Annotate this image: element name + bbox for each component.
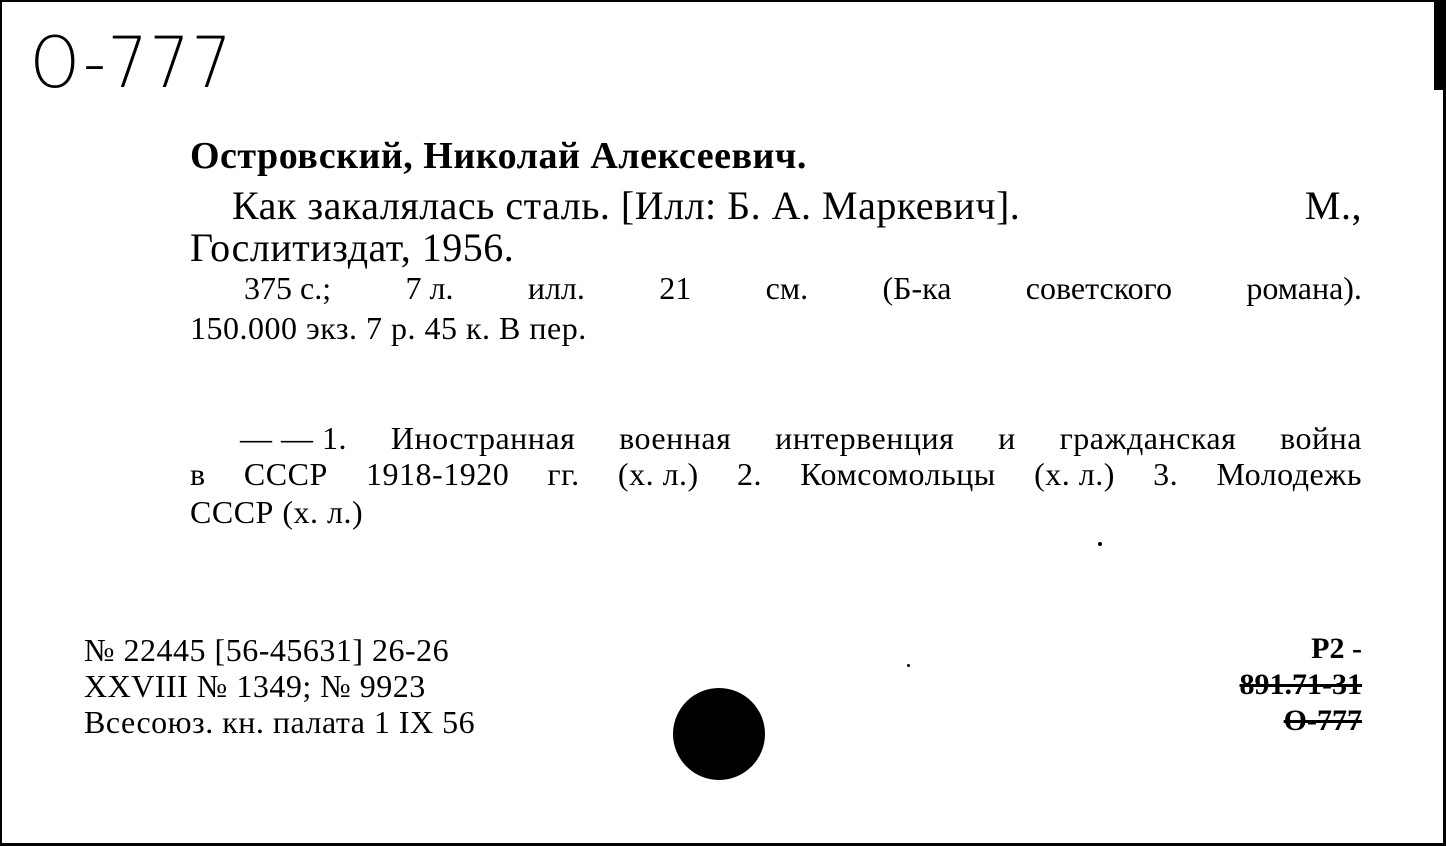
desc-word: 21 [659,270,692,306]
ink-speck [1098,542,1102,546]
subject-word: — — 1. [240,420,347,456]
subject-word: СССР [243,456,328,492]
classification-mark-3: О-777 [1283,704,1362,737]
author-heading: Островский, Николай Алексеевич. [190,135,807,177]
chamber-imprint: Всесоюз. кн. палата 1 IX 56 [84,704,476,740]
subject-word: Молодежь [1216,456,1362,492]
edition-info-line: 150.000 экз. 7 р. 45 к. В пер. [190,310,587,346]
desc-word: 375 с.; [244,270,332,306]
subject-headings-line-3: СССР (х. л.) [190,494,364,530]
subject-word: Комсомольцы [800,456,996,492]
classification-mark-1: Р2 - [1311,632,1362,665]
subject-word: (х. л.) [1034,456,1115,492]
subject-word: Иностранная [390,420,576,456]
subject-word: (х. л.) [617,456,699,492]
desc-word: советского [1025,270,1172,306]
desc-word: романа). [1246,270,1362,306]
subject-word: интервенция [775,420,955,456]
edge-mark [1434,0,1444,90]
title-text: Как закалялась сталь. [Илл: Б. А. Маркевич]. [232,183,1021,228]
subject-word: 2. [737,456,762,492]
subject-word: война [1280,420,1362,456]
subject-word: 1918-1920 [366,456,510,492]
desc-word: 7 л. [405,270,454,306]
desc-word: см. [765,270,809,306]
desc-word: илл. [527,270,585,306]
subject-word: гг. [547,456,580,492]
registration-number: № 22445 [56-45631] 26-26 [84,632,450,668]
classification-mark-2: 891.71-31 [1239,668,1362,701]
desc-word: (Б-ка [882,270,952,306]
punch-hole [673,688,765,780]
subject-word: в [190,456,206,492]
place-text: М., [1304,183,1362,228]
registration-reference: XXVIII № 1349; № 9923 [84,668,426,704]
physical-description-line [244,270,1362,307]
subject-headings-line-1 [240,420,1362,457]
ink-speck [907,664,910,667]
title-line [232,182,1362,229]
subject-headings-line-2 [190,456,1362,493]
subject-word: военная [619,420,732,456]
publisher-line: Гослитиздат, 1956. [190,225,515,270]
handwritten-shelfmark: O-777 [30,22,234,104]
subject-word: и [998,420,1016,456]
subject-word: 3. [1153,456,1179,492]
subject-word: гражданская [1059,420,1237,456]
